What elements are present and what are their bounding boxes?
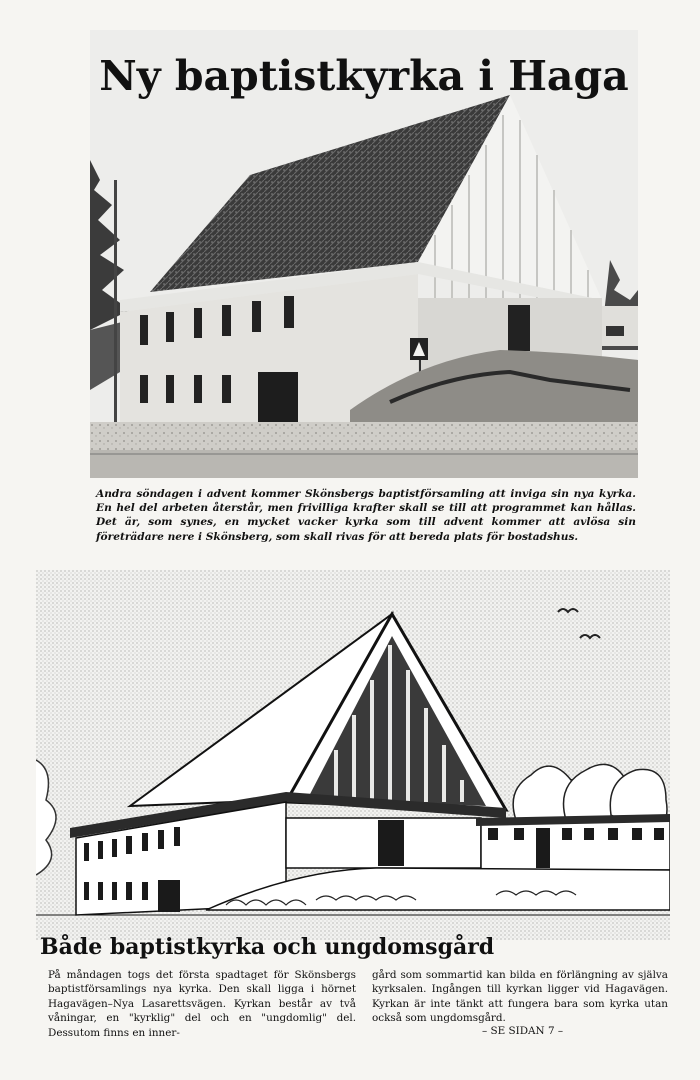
church-drawing-image (36, 570, 670, 940)
church-photo (90, 30, 638, 478)
architectural-drawing (36, 570, 670, 940)
article-subheadline: Både baptistkyrka och ungdomsgård (40, 934, 495, 960)
photo-caption: Andra söndagen i advent kommer Skönsbergs baptistförsamling att inviga sin nya kyrka. En hel del arbeten återstår, men frivilliga krafter skall se till att programmet kan hållas. Det är, som synes, en mycket vacker kyrka som till advent kommer att avlösa sin företrädare nere i Skönsberg, som skall rivas för att bereda plats för bostadshus. (96, 488, 636, 543)
body-column-right (372, 968, 668, 1026)
continued-on-page: – SE SIDAN 7 – (482, 1025, 564, 1037)
article-headline: Ny baptistkyrka i Haga (99, 52, 629, 100)
body-column-left (48, 968, 356, 1040)
body-text-right: gård som sommartid kan bilda en förlängning av själva kyrksalen. Ingången till kyrkan ligger vid Hagavägen. Kyrkan är inte tänkt att fungera bara som kyrka utan också som ungdomsgård. (372, 969, 668, 1025)
body-text-left: På måndagen togs det första spadtaget för Skönsbergs baptistförsamlings nya kyrka. Den skall ligga i hörnet Hagavägen–Nya Lasarettsvägen. Kyrkan består av två våningar, en "kyrklig" del och en "ungdomlig" del. Dessutom finns en inner- (48, 969, 356, 1039)
